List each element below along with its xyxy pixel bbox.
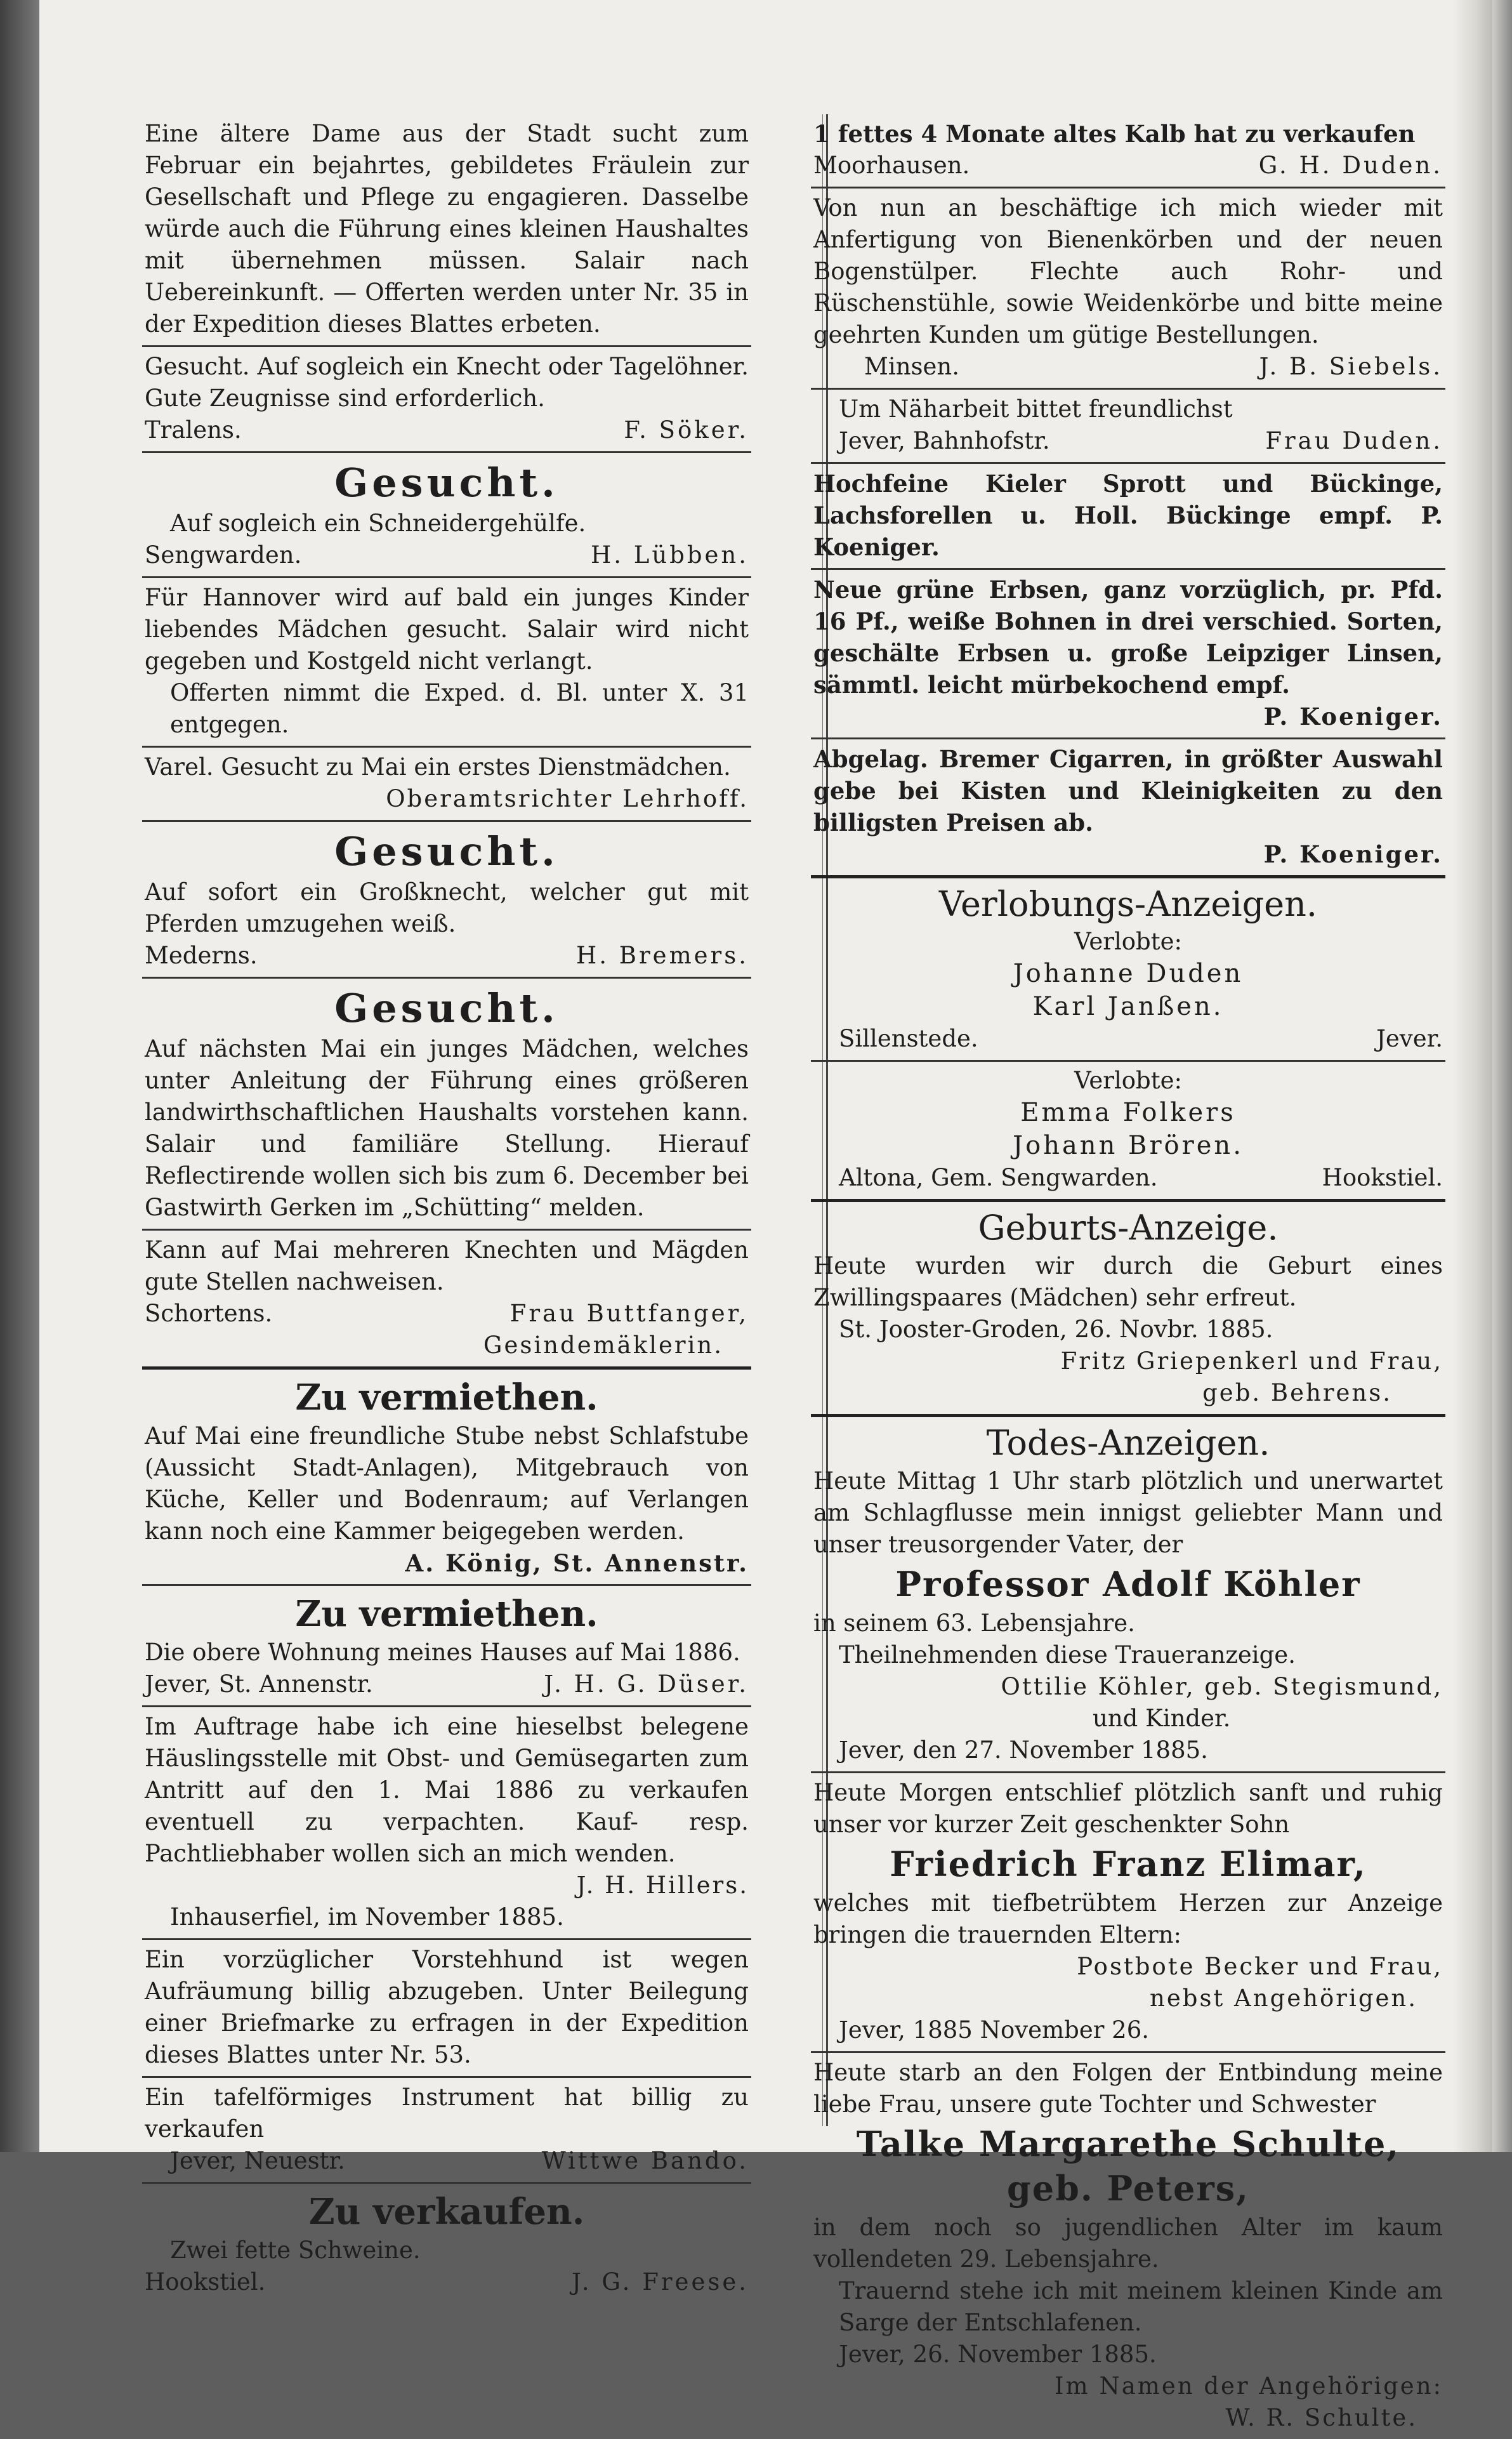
ad-signature	[145, 1669, 749, 1700]
ad-text: Eine ältere Dame aus der Stadt sucht zum Februar ein bejahrtes, gebildetes Fräulein zur Gesellschaft und Pflege zu engagieren. Dasselbe würde auch die Führung eines kleinen Haushaltes mit übernehmen müssen. Salair nach Uebereinkunft. — Offerten werden unter Nr. 35 in der Expedition dieses Blattes erbeten.	[145, 120, 749, 338]
deceased-name: Professor Adolf Köhler	[895, 1564, 1361, 1604]
ad-heading: Gesucht.	[334, 985, 559, 1031]
ad-young-girl	[142, 979, 751, 1231]
ad-place: Jever, Neuestr.	[170, 2147, 345, 2174]
ad-for-rent-2	[142, 1586, 751, 1707]
ad-name-2: und Kinder.	[1093, 1705, 1231, 1732]
engaged-label: Verlobte:	[1074, 928, 1182, 955]
ad-cigars	[811, 739, 1445, 878]
ad-name-2: W. R. Schulte.	[1225, 2404, 1417, 2431]
ad-name: Frau Duden.	[1265, 427, 1443, 454]
ad-name: Postbote Becker und Frau,	[1077, 1953, 1443, 1980]
ad-text: Heute Morgen entschlief plötzlich sanft und ruhig unser vor kurzer Zeit geschenkter Sohn	[813, 1779, 1443, 1838]
left-column	[142, 114, 751, 2303]
ad-name: Frau Buttfanger,	[509, 1300, 749, 1327]
ad-name: Oberamtsrichter Lehrhoff.	[386, 785, 749, 812]
ad-text-3: Theilnehmenden diese Traueranzeige.	[839, 1641, 1296, 1669]
ad-place: Moorhausen.	[813, 152, 970, 179]
ad-name: J. G. Freese.	[571, 2268, 749, 2296]
ad-sprott	[811, 464, 1445, 570]
ad-text: Heute starb an den Folgen der Entbindung meine liebe Frau, unsere gute Tochter und Schwester	[813, 2059, 1443, 2118]
ad-for-rent-1	[142, 1370, 751, 1586]
death-notice-schulte	[811, 2053, 1445, 2439]
ad-text: Um Näharbeit bittet freundlichst	[839, 395, 1233, 423]
ad-text: Ein vorzüglicher Vorstehhund ist wegen Aufräumung billig abzugeben. Unter Beilegung einer Briefmarke zu erfragen in der Expedition dieses Blattes unter Nr. 53.	[145, 1946, 749, 2068]
ad-text: Varel. Gesucht zu Mai ein erstes Dienstmädchen.	[145, 753, 731, 781]
ad-text: Hochfeine Kieler Sprott und Bückinge, Lachsforellen u. Holl. Bückinge empf. P. Koeniger.	[813, 470, 1443, 561]
ad-name: Im Namen der Angehörigen:	[1054, 2372, 1443, 2400]
ad-name: G. H. Duden.	[1258, 152, 1443, 179]
ad-calf	[811, 114, 1445, 188]
ad-name-2: nebst Angehörigen.	[1150, 1985, 1417, 2012]
ad-place: Schortens.	[145, 1300, 273, 1327]
ad-hannover	[142, 578, 751, 748]
ad-signature	[813, 425, 1443, 457]
ad-text: Auf Mai eine freundliche Stube nebst Schlafstube (Aussicht Stadt-Anlagen), Mitgebrauch von Küche, Keller und Bodenraum; auf Verlangen kann noch eine Kammer beigegeben werden.	[145, 1422, 749, 1545]
death-notice-becker	[811, 1773, 1445, 2053]
ad-heading: Gesucht.	[334, 828, 559, 875]
ad-text: Die obere Wohnung meines Hauses auf Mai 1886.	[145, 1639, 740, 1666]
ad-name: Ottilie Köhler, geb. Stegismund,	[1001, 1673, 1443, 1700]
ad-text: Abgelag. Bremer Cigarren, in größter Auswahl gebe bei Kisten und Kleinigkeiten zu den billigsten Preisen ab.	[813, 745, 1443, 836]
ad-signature	[145, 539, 749, 571]
ad-text-2: Offerten nimmt die Exped. d. Bl. unter X. 31 entgegen.	[170, 679, 749, 738]
ad-text-2: in seinem 63. Lebensjahre.	[813, 1609, 1135, 1637]
ad-text: Neue grüne Erbsen, ganz vorzüglich, pr. Pfd. 16 Pf., weiße Bohnen in drei verschied. Sorten, geschälte Erbsen u. große Leipziger Linsen, sämmtl. leicht mürbekochend empf.	[813, 576, 1443, 699]
section-heading: Todes-Anzeigen.	[986, 1423, 1270, 1463]
ad-place: Sillenstede.	[839, 1025, 978, 1052]
engaged-name-1: Johanne Duden	[1013, 959, 1244, 988]
ad-place: Sengwarden.	[145, 541, 302, 569]
ad-name: Wittwe Bando.	[541, 2147, 749, 2174]
deceased-maiden-name: geb. Peters,	[1007, 2168, 1249, 2209]
ad-text: Für Hannover wird auf bald ein junges Kinder liebendes Mädchen gesucht. Salair wird nicht gegeben und Kostgeld nicht verlangt.	[145, 584, 749, 675]
page-fold	[1453, 0, 1492, 2152]
ad-heading: Zu vermiethen.	[295, 1377, 598, 1418]
ad-text: Von nun an beschäftige ich mich wieder mit Anfertigung von Bienenkörben und der neuen Bogenstülper. Flechte auch Rohr- und Rüschenstühle, sowie Weidenkörbe und bitte meine geehrten Kunden um gütige Bestellungen.	[813, 194, 1443, 348]
ad-varel	[142, 748, 751, 822]
ad-signature	[145, 2266, 749, 2298]
ad-servants	[142, 1231, 751, 1370]
ad-text: Auf sogleich ein Schneidergehülfe.	[170, 510, 586, 537]
ad-name: J. B. Siebels.	[1259, 353, 1443, 380]
ad-date: St. Jooster-Groden, 26. Novbr. 1885.	[839, 1316, 1273, 1343]
ad-peas	[811, 570, 1445, 739]
ad-text: Heute Mittag 1 Uhr starb plötzlich und unerwartet am Schlagflusse mein innigst geliebter Mann und unser treusorgender Vater, der	[813, 1467, 1443, 1558]
ad-place: Hookstiel.	[145, 2268, 266, 2296]
ad-elderly-lady	[142, 114, 751, 347]
ad-signature	[145, 2145, 749, 2177]
engagement-notice-2	[811, 1062, 1445, 1202]
engaged-name-2: Johann Brören.	[1013, 1131, 1244, 1160]
ad-place: Minsen.	[864, 353, 960, 380]
ad-place: Mederns.	[145, 942, 258, 969]
deceased-name: Friedrich Franz Elimar,	[890, 1844, 1367, 1884]
ad-text: Im Auftrage habe ich eine hieselbst belegene Häuslingsstelle mit Obst- und Gemüsegarten zum Antritt auf den 1. Mai 1886 zu verkaufen eventuell zu verpachten. Kauf- resp. Pachtliebhaber wollen sich an mich wenden.	[145, 1713, 749, 1867]
ad-heading: Gesucht.	[334, 459, 559, 506]
ad-heading: Zu vermiethen.	[295, 1593, 598, 1635]
section-heading: Geburts-Anzeige.	[978, 1208, 1279, 1248]
scan-left-shadow	[0, 0, 39, 2152]
ad-name: P. Koeniger.	[1263, 840, 1443, 868]
ad-for-sale	[142, 2184, 751, 2303]
ad-text: Auf nächsten Mai ein junges Mädchen, welches unter Anleitung der Führung eines größeren landwirthschaftlichen Haushalts vorstehen kann. Salair und familiäre Stellung. Hierauf Reflectirende wollen sich bis zum 6. December bei Gastwirth Gerken im „Schütting“ melden.	[145, 1035, 749, 1221]
ad-text-3: Trauernd stehe ich mit meinem kleinen Kinde am Sarge der Entschlafenen.	[839, 2277, 1443, 2336]
ad-tailor	[142, 453, 751, 578]
ad-name: J. H. Hillers.	[576, 1872, 749, 1899]
ad-signature	[145, 1298, 749, 1330]
ad-groszknecht	[142, 822, 751, 979]
ad-instrument	[142, 2078, 751, 2184]
ad-dog	[142, 1940, 751, 2078]
ad-text-2: in dem noch so jugendlichen Alter im kaum vollendeten 29. Lebensjahre.	[813, 2214, 1443, 2273]
ad-signature	[145, 940, 749, 972]
ad-place-2: Jever.	[1376, 1025, 1443, 1052]
ad-date: Jever, 1885 November 26.	[839, 2016, 1150, 2044]
ad-text: Gesucht. Auf sogleich ein Knecht oder Tagelöhner. Gute Zeugnisse sind erforderlich.	[145, 353, 749, 412]
ad-place: Altona, Gem. Sengwarden.	[839, 1164, 1158, 1191]
ad-text: Kann auf Mai mehreren Knechten und Mägden gute Stellen nachweisen.	[145, 1236, 749, 1295]
ad-date: Jever, 26. November 1885.	[839, 2341, 1157, 2368]
ad-farmhand	[142, 347, 751, 453]
scan-right-edge	[1492, 0, 1512, 2152]
ad-name-2: Gesindemäklerin.	[483, 1332, 723, 1359]
ad-place: Jever, St. Annenstr.	[145, 1670, 373, 1698]
ad-name: J. H. G. Düser.	[544, 1670, 749, 1698]
engaged-name-1: Emma Folkers	[1020, 1098, 1236, 1127]
engagement-notice-1	[811, 878, 1445, 1062]
engaged-label: Verlobte:	[1074, 1067, 1182, 1094]
ad-property	[142, 1707, 751, 1940]
ad-date: Jever, den 27. November 1885.	[839, 1736, 1208, 1764]
engaged-name-2: Karl Janßen.	[1032, 992, 1224, 1021]
ad-text: Auf sofort ein Großknecht, welcher gut mit Pferden umzugehen weiß.	[145, 878, 749, 937]
ad-text: 1 fettes 4 Monate altes Kalb hat zu verkaufen	[813, 120, 1416, 148]
ad-beehives	[811, 188, 1445, 390]
ad-text: Zwei fette Schweine.	[170, 2237, 421, 2264]
ad-name: F. Söker.	[624, 416, 749, 444]
ad-heading: Zu verkaufen.	[308, 2191, 585, 2233]
ad-signature	[145, 414, 749, 446]
ad-name: Fritz Griepenkerl und Frau,	[1060, 1347, 1443, 1375]
birth-notice	[811, 1202, 1445, 1417]
ad-name: A. König, St. Annenstr.	[405, 1549, 749, 1577]
ad-text: Heute wurden wir durch die Geburt eines Zwillingspaares (Mädchen) sehr erfreut.	[813, 1252, 1443, 1311]
ad-sewing	[811, 390, 1445, 464]
section-heading: Verlobungs-Anzeigen.	[938, 884, 1318, 924]
death-notice-koehler	[811, 1417, 1445, 1773]
ad-signature	[813, 1162, 1443, 1194]
ad-text: Ein tafelförmiges Instrument hat billig zu verkaufen	[145, 2084, 749, 2143]
ad-signature	[813, 150, 1443, 182]
ad-name: P. Koeniger.	[1263, 703, 1443, 730]
ad-signature	[813, 1023, 1443, 1055]
ad-name: H. Bremers.	[576, 942, 749, 969]
ad-signature	[813, 351, 1443, 383]
ad-place: Jever, Bahnhofstr.	[839, 427, 1050, 454]
right-column	[811, 114, 1445, 2439]
ad-text-2: welches mit tiefbetrübtem Herzen zur Anzeige bringen die trauernden Eltern:	[813, 1889, 1443, 1948]
ad-name-2: geb. Behrens.	[1202, 1379, 1392, 1406]
ad-date: Inhauserfiel, im November 1885.	[170, 1903, 564, 1931]
deceased-name: Talke Margarethe Schulte,	[856, 2124, 1400, 2164]
ad-name: H. Lübben.	[590, 541, 749, 569]
ad-place: Tralens.	[145, 416, 242, 444]
ad-place-2: Hookstiel.	[1322, 1164, 1443, 1191]
